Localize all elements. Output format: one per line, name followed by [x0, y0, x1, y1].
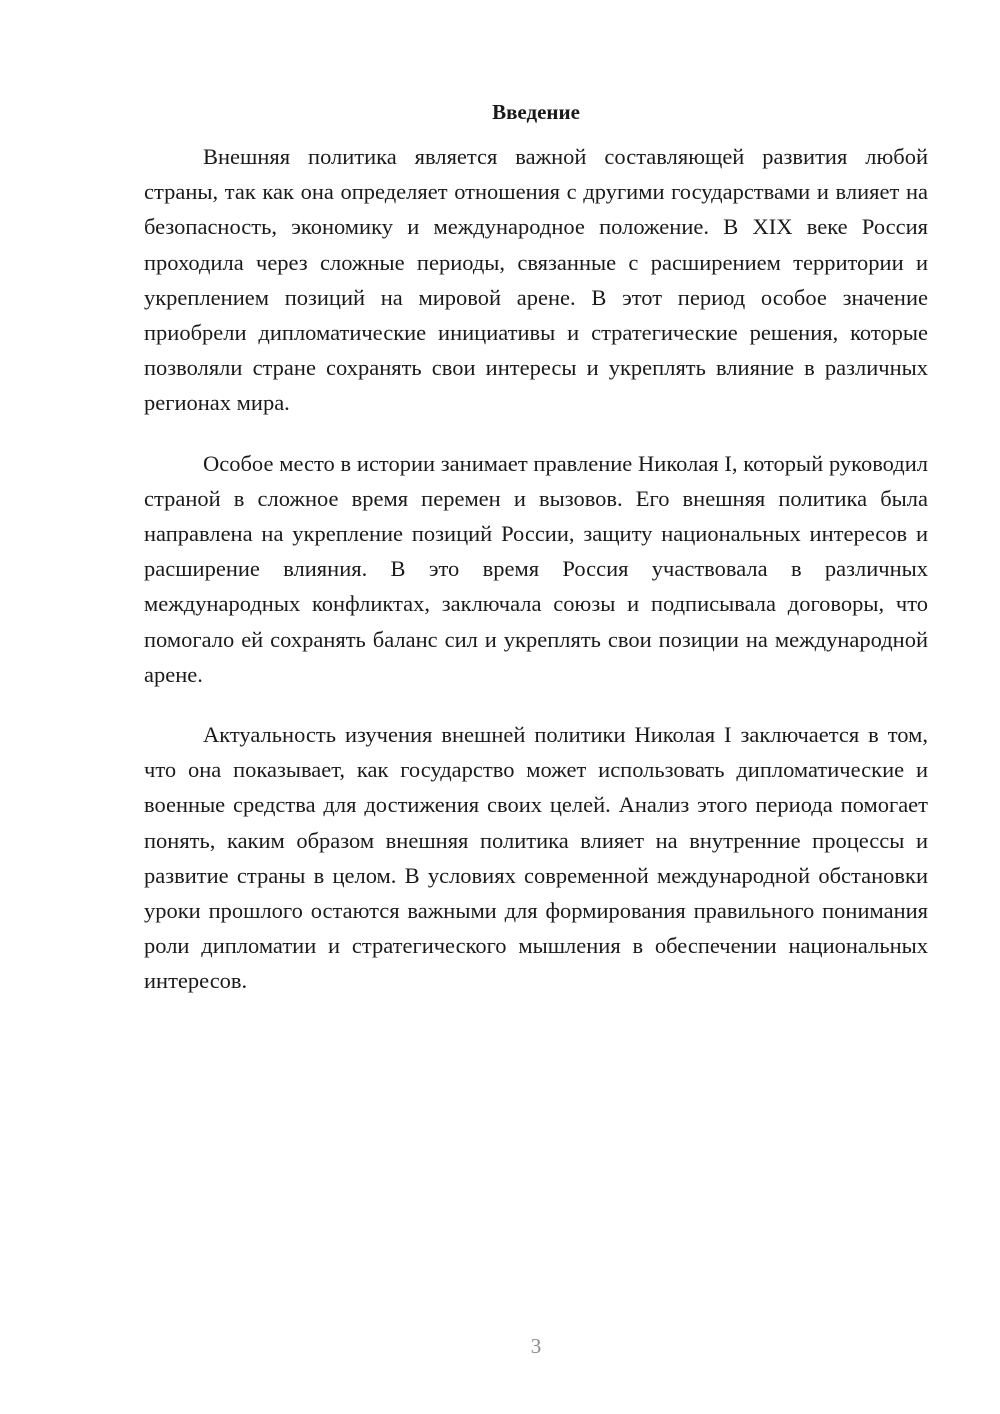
page-title: Введение — [492, 100, 580, 124]
paragraph-3: Актуальность изучения внешней политики Николая I заключается в том, что она показывает, как государство может использовать дипломатические и военные средства для достижения своих целей. Анализ этого периода помогает понять, каким образом внешняя политика влияет на внутренние процессы и развитие страны в целом. В условиях современной международной обстановки уроки прошлого остаются важными для формирования правильного понимания роли дипломатии и стратегического мышления в обеспечении национальных интересов. — [144, 722, 928, 994]
page-number: 3 — [530, 1334, 542, 1358]
page-content — [144, 96, 928, 999]
paragraph-2: Особое место в истории занимает правление Николая I, который руководил страной в сложное время перемен и вызовов. Его внешняя политика была направлена на укрепление позиций России, защиту национальных интересов и расширение влияния. В это время Россия участвовала в различных международных конфликтах, заключала союзы и подписывала договоры, что помогало ей сохранять баланс сил и укреплять свои позиции на международной арене. — [144, 450, 928, 687]
paragraph-1: Внешняя политика является важной составляющей развития любой страны, так как она определяет отношения с другими государствами и влияет на безопасность, экономику и международное положение. В XIX веке Россия проходила через сложные периоды, связанные с расширением территории и укреплением позиций на мировой арене. В этот период особое значение приобрели дипломатические инициативы и стратегические решения, которые позволяли стране сохранять свои интересы и укреплять влияние в различных регионах мира. — [144, 144, 928, 416]
